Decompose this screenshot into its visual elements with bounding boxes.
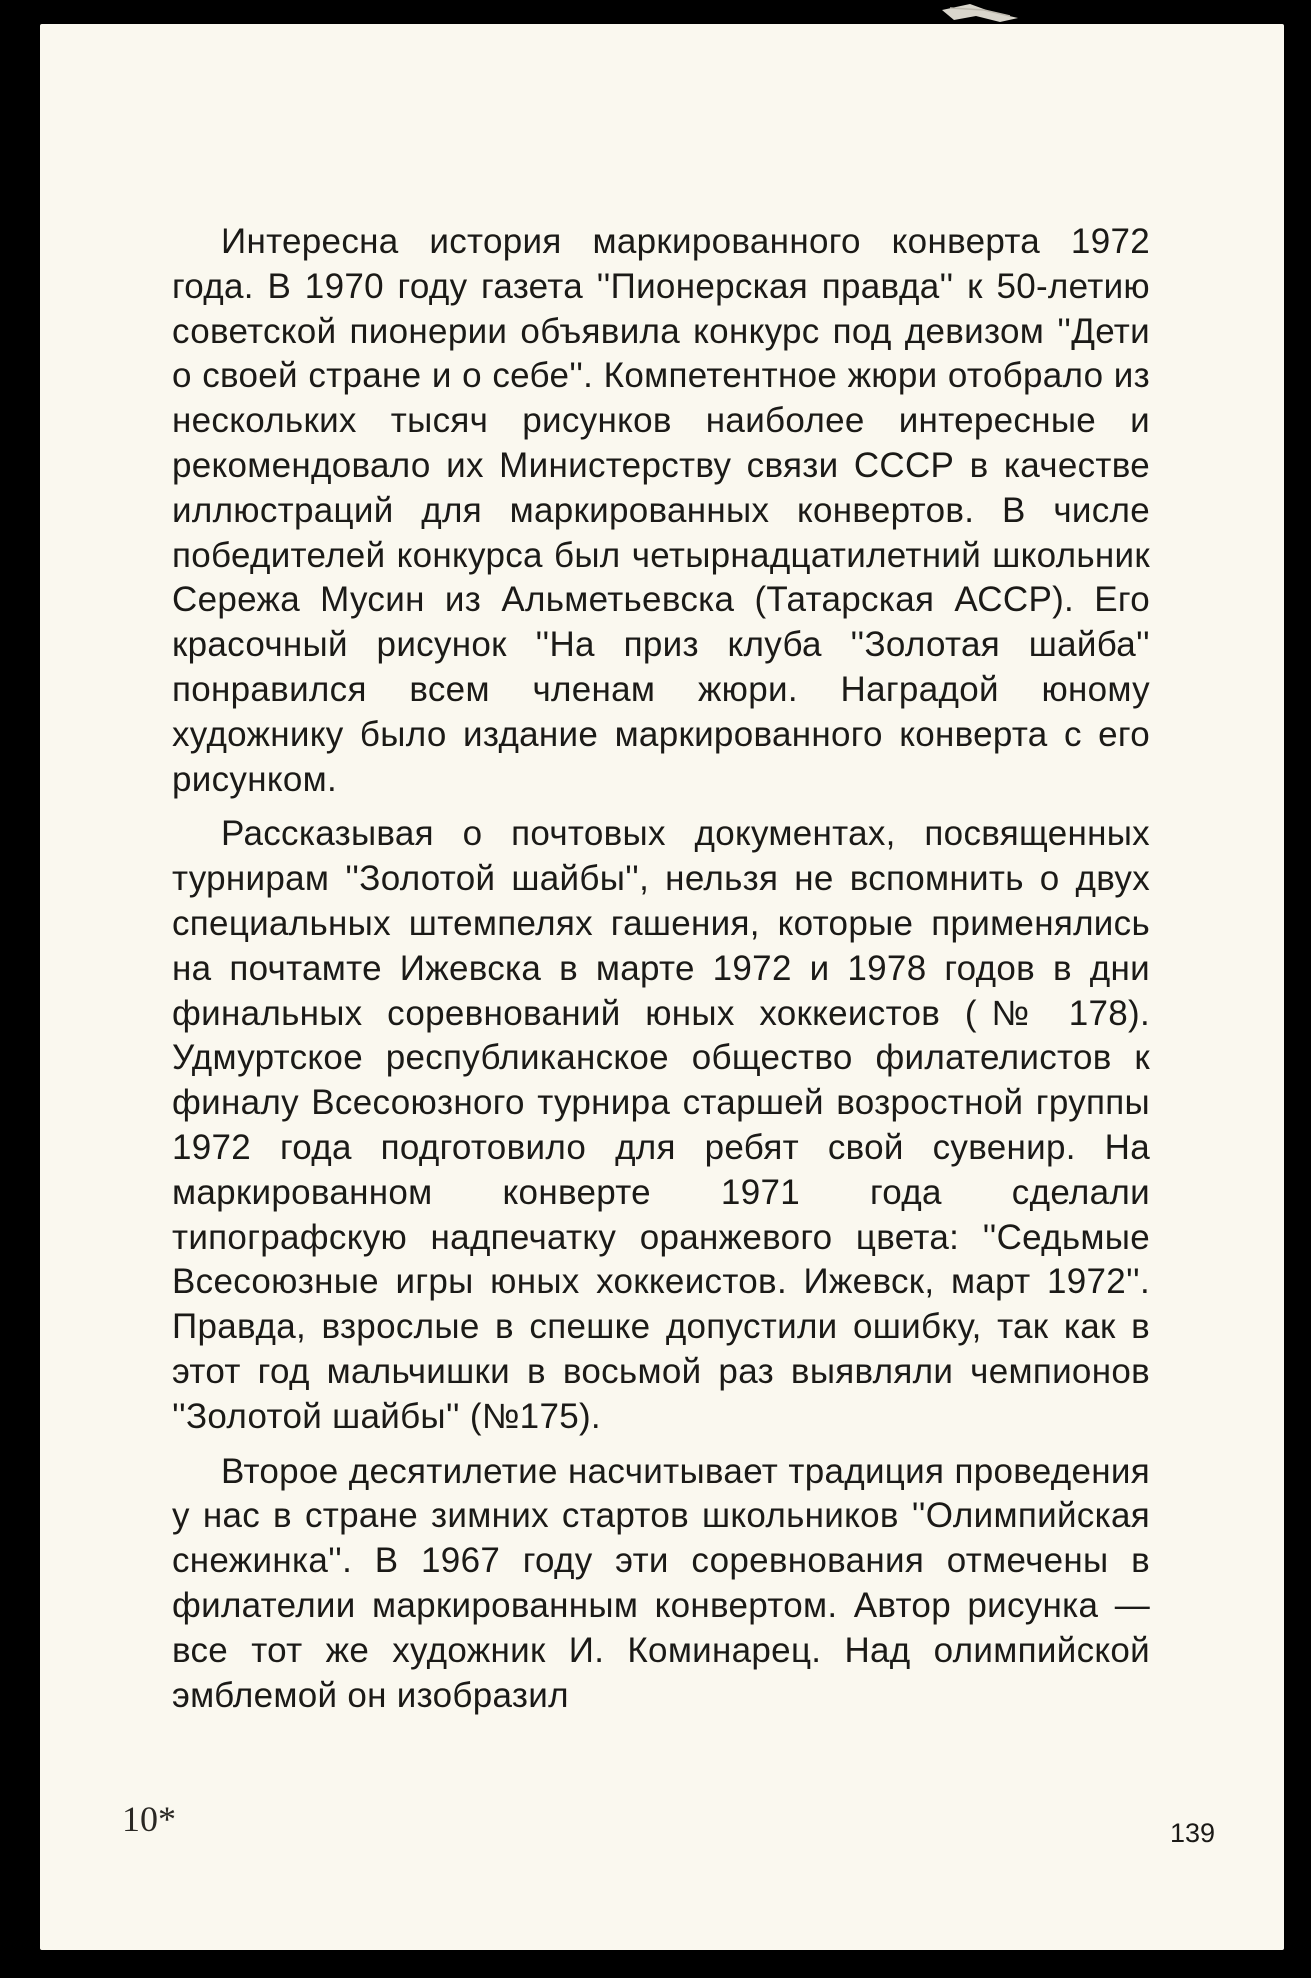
paragraph-3: Второе десятилетие насчитывает традиция проведения у нас в стране зимних стартов школьников ''Олимпийская снежинка''. В 1967 году эти соревнования отмечены в филателии маркированным конвертом. Автор рисунка — все тот же художник И. Коминарец. Над олимпийской эмблемой он изобразил bbox=[172, 1451, 1150, 1715]
body-text bbox=[172, 220, 1150, 1718]
book-page bbox=[40, 24, 1284, 1950]
paragraph-1: Интересна история маркированного конверта 1972 года. В 1970 году газета ''Пионерская правда'' к 50-летию советской пионерии объявила конкурс под девизом ''Дети о своей стране и о себе''. Компетентное жюри отобрало из нескольких тысяч рисунков наиболее интересные и рекомендовало их Министерству связи СССР в качестве иллюстраций для маркированных конвертов. В числе победителей конкурса был четырнадцатилетний школьник Сережа Мусин из Альметьевска (Татарская АССР). Его красочный рисунок ''На приз клуба ''Золотая шайба'' понравился всем членам жюри. Наградой юному художнику было издание маркированного конверта с его рисунком. bbox=[172, 222, 1150, 799]
page-number: 139 bbox=[1169, 1818, 1215, 1848]
paper-scrap-icon bbox=[940, 0, 1020, 26]
paragraph-2: Рассказывая о почтовых документах, посвященных турнирам ''Золотой шайбы'', нельзя не вспомнить о двух специальных штемпелях гашения, которые применялись на почтамте Ижевска в марте 1972 и 1978 годов в дни финальных соревнований юных хоккеистов (№ 178). Удмуртское республиканское общество филателистов к финалу Всесоюзного турнира старшей возростной группы 1972 года подготовило для ребят свой сувенир. На маркированном конверте 1971 года сделали типографскую надпечатку оранжевого цвета: ''Седьмые Всесоюзные игры юных хоккеистов. Ижевск, март 1972''. Правда, взрослые в спешке допустили ошибку, так как в этот год мальчишки в восьмой раз выявляли чемпионов ''Золотой шайбы'' (№175). bbox=[172, 814, 1150, 1436]
printer-signature-mark: 10* bbox=[122, 1799, 176, 1839]
